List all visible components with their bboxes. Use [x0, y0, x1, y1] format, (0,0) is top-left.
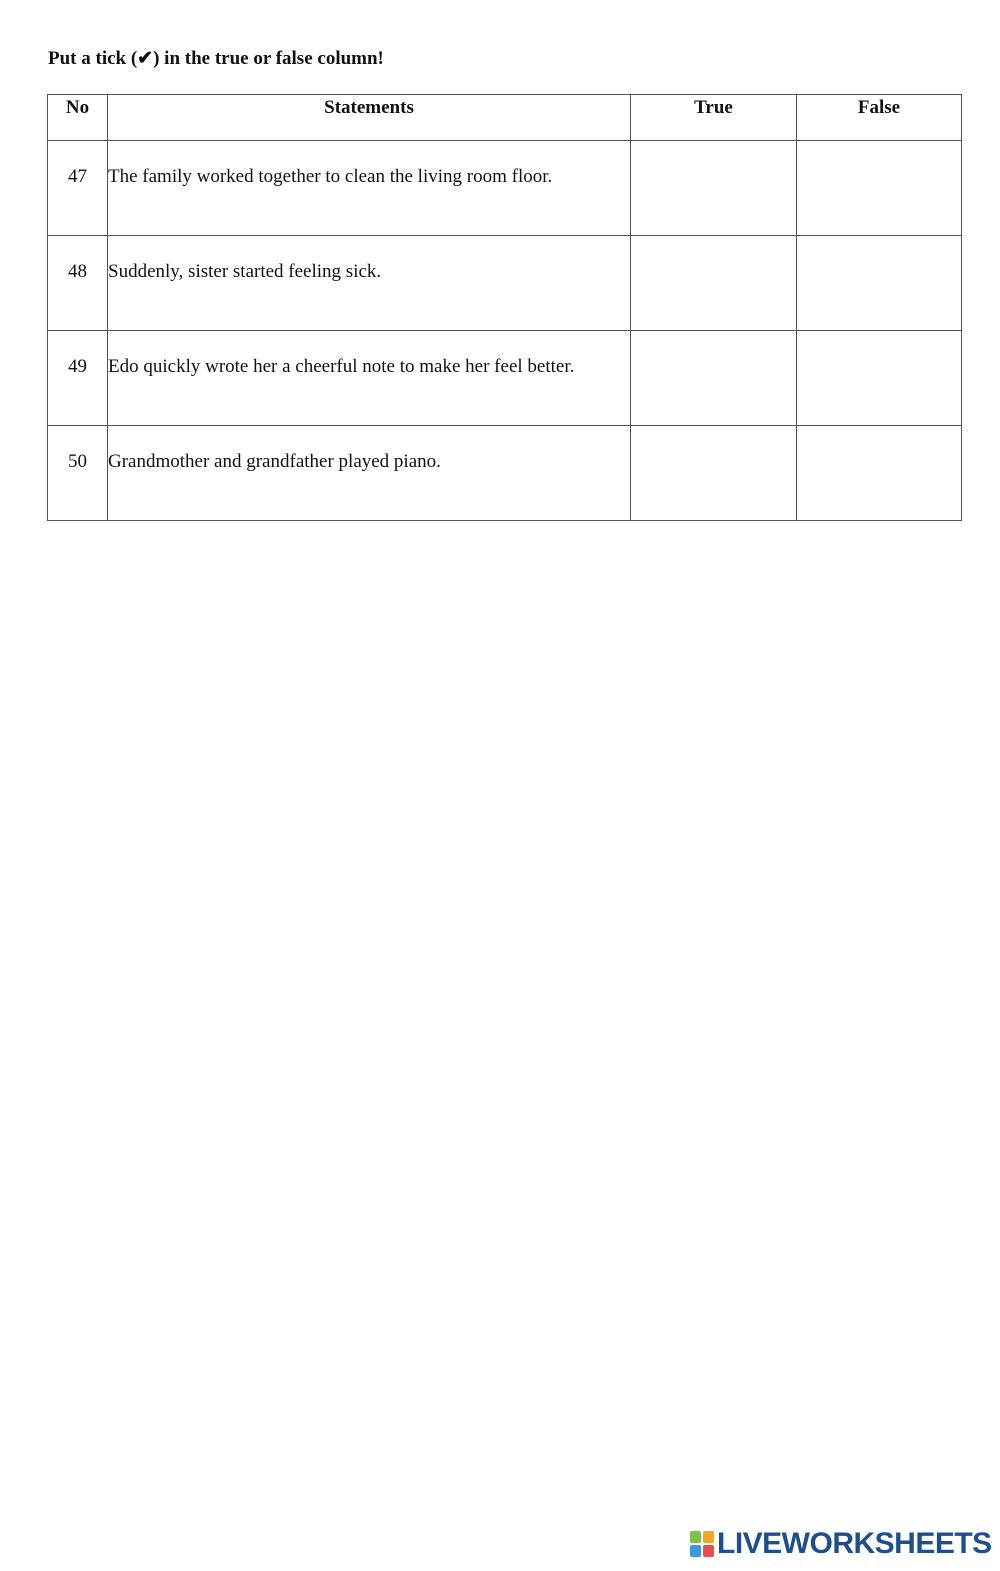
row-number: 50	[48, 426, 108, 521]
true-answer-cell[interactable]	[631, 426, 797, 521]
liveworksheets-logo-icon	[690, 1531, 714, 1557]
false-answer-cell[interactable]	[797, 236, 962, 331]
false-answer-cell[interactable]	[797, 331, 962, 426]
table-row	[48, 426, 962, 521]
row-statement: Suddenly, sister started feeling sick.	[108, 236, 631, 331]
row-number: 48	[48, 236, 108, 331]
true-answer-cell[interactable]	[631, 141, 797, 236]
true-answer-cell[interactable]	[631, 331, 797, 426]
logo-square-red	[703, 1545, 714, 1557]
table-row	[48, 141, 962, 236]
row-statement: The family worked together to clean the living room floor.	[108, 141, 631, 236]
brand-text: LIVEWORKSHEETS	[717, 1527, 992, 1560]
header-true: True	[631, 95, 797, 141]
table-row	[48, 236, 962, 331]
row-statement: Edo quickly wrote her a cheerful note to make her feel better.	[108, 331, 631, 426]
row-statement: Grandmother and grandfather played piano.	[108, 426, 631, 521]
false-answer-cell[interactable]	[797, 426, 962, 521]
row-number: 49	[48, 331, 108, 426]
true-answer-cell[interactable]	[631, 236, 797, 331]
table-header-row	[48, 95, 962, 141]
table-row	[48, 331, 962, 426]
row-number: 47	[48, 141, 108, 236]
true-false-table	[47, 94, 962, 521]
liveworksheets-logo	[690, 1527, 992, 1561]
instruction-text: Put a tick (✔) in the true or false column!	[48, 48, 384, 69]
logo-square-orange	[703, 1531, 714, 1543]
false-answer-cell[interactable]	[797, 141, 962, 236]
logo-square-green	[690, 1531, 701, 1543]
header-no: No	[48, 95, 108, 141]
header-false: False	[797, 95, 962, 141]
logo-square-blue	[690, 1545, 701, 1557]
header-statements: Statements	[108, 95, 631, 141]
